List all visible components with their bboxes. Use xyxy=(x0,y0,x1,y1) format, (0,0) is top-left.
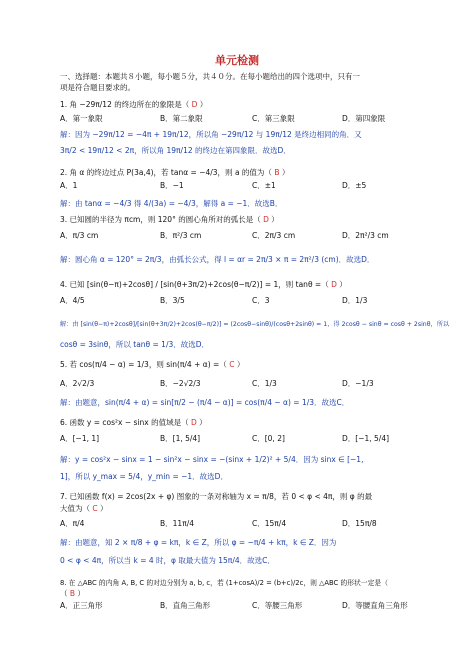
q5-stem: 5. 若 cos(π/4 − α) = 1/3，则 sin(π/4 + α) =（ C ） xyxy=(60,360,245,369)
q7-option-a: A．π/4 xyxy=(60,519,85,528)
q2-stem: 2. 角 α 的终边过点 P(3a,4)，若 tanα = −4/3，则 a 的值为（ B ） xyxy=(60,168,290,177)
q7-stem: 7. 已知函数 f(x) = 2cos(2x + φ) 图象的一条对称轴为 x = π/8，若 0 < φ < 4π，则 φ 的最 xyxy=(60,492,373,501)
q1-stem: 1. 角 −29π/12 的终边所在的象限是（ D ） xyxy=(60,100,208,109)
page-title: 单元检测 xyxy=(215,54,259,67)
q4-option-d: D．1/3 xyxy=(342,296,368,305)
q5-option-b: B．−2√2/3 xyxy=(160,379,201,388)
q1-solution-1: 解：因为 −29π/12 = −4π + 19π/12，所以角 −29π/12 与 19π/12 是终边相同的角．又 xyxy=(60,130,362,139)
q7-stem-2: 大值为（ C ） xyxy=(60,504,108,513)
q8-option-b: B．直角三角形 xyxy=(160,601,211,610)
q3-answer: D xyxy=(263,215,269,224)
q6-option-a: A．[−1, 1] xyxy=(60,434,100,443)
q5-option-a: A．2√2/3 xyxy=(60,379,95,388)
q5-solution-1: 解：由题意，sin(π/4 + α) = sin[π/2 − (π/4 − α)] = cos(π/4 − α) = 1/3．故选C． xyxy=(60,398,350,407)
q4-solution-1: 解：由 [sin(θ−π)+2cosθ]/[sin(θ+3π/2)+2cos(θ−π/2)] = (2cosθ−sinθ)/(cosθ+2sinθ) = 1，得 2cosθ − sinθ = cosθ + 2sinθ，所以 xyxy=(60,321,450,328)
q1-solution-2: 3π/2 < 19π/12 < 2π，所以角 19π/12 的终边在第四象限．故选D． xyxy=(60,146,291,155)
q7-answer: C xyxy=(92,504,98,513)
q1-option-a: A．第一象限 xyxy=(60,114,103,123)
q7-solution-2: 0 < φ < 4π，所以当 k = 4 时，φ 取最大值为 15π/4．故选C． xyxy=(60,556,275,565)
q3-solution-1: 解：圆心角 α = 120° = 2π/3，由弧长公式，得 l = αr = 2π/3 × π = 2π²/3 (cm)．故选D． xyxy=(60,255,375,264)
q2-option-b: B．−1 xyxy=(160,181,184,190)
q1-option-c: C．第三象限 xyxy=(252,114,295,123)
q2-option-c: C．±1 xyxy=(252,181,276,190)
q3-option-c: C．2π/3 cm xyxy=(252,231,296,240)
q3-option-d: D．2π²/3 cm xyxy=(342,231,389,240)
q5-option-c: C．1/3 xyxy=(252,379,277,388)
q1-answer: D xyxy=(191,100,198,109)
q5-answer: C xyxy=(229,360,235,369)
q2-answer: B xyxy=(274,168,280,177)
q6-option-b: B．[1, 5/4] xyxy=(160,434,201,443)
q6-option-c: C．[0, 2] xyxy=(252,434,285,443)
q4-stem: 4. 已知 [sin(θ−π)+2cosθ] / [sin(θ+3π/2)+2cos(θ−π/2)] = 1，则 tanθ =（ D ） xyxy=(60,280,347,289)
intro-line-2: 项是符合题目要求的。 xyxy=(60,83,135,92)
q4-option-c: C．3 xyxy=(252,296,270,305)
q8-stem: 8. 在 △ABC 的内角 A, B, C 的对边分别为 a, b, c，若 (1+cosA)/2 = (b+c)/2c，则 △ABC 的形状一定是（ xyxy=(60,579,388,587)
q3-stem: 3. 已知圆的半径为 πcm，则 120° 的圆心角所对的弧长是（ D ） xyxy=(60,215,279,224)
q8-answer: B xyxy=(69,589,76,598)
q2-option-a: A．1 xyxy=(60,181,78,190)
q7-option-d: D．15π/8 xyxy=(342,519,377,528)
q1-option-b: B．第二象限 xyxy=(160,114,203,123)
q6-solution-2: 1]，所以 y_max = 5/4，y_min = −1．故选D． xyxy=(60,472,228,481)
q7-solution-1: 解：由题意，知 2 × π/8 + φ = kπ，k ∈ Z，所以 φ = −π/4 + kπ，k ∈ Z．因为 xyxy=(60,538,337,547)
q8-option-c: C．等腰三角形 xyxy=(252,601,303,610)
q3-option-a: A．π/3 cm xyxy=(60,231,99,240)
q1-option-d: D．第四象限 xyxy=(342,114,386,123)
q6-option-d: D．[−1, 5/4] xyxy=(342,434,390,443)
q8-option-a: A．正三角形 xyxy=(60,601,103,610)
q4-option-b: B．3/5 xyxy=(160,296,185,305)
q2-solution-1: 解：由 tanα = −4/3 得 4/(3a) = −4/3，解得 a = −1．故选B． xyxy=(60,199,283,208)
q4-option-a: A．4/5 xyxy=(60,296,85,305)
q2-option-d: D．±5 xyxy=(342,181,367,190)
q8-answer-line: （ B ） xyxy=(60,589,85,598)
q6-solution-1: 解：y = cos²x − sinx = 1 − sin²x − sinx = −(sinx + 1/2)² + 5/4．因为 sinx ∈ [−1, xyxy=(60,455,364,464)
q7-option-b: B．11π/4 xyxy=(160,519,195,528)
q4-answer: D xyxy=(331,280,337,289)
q7-option-c: C．15π/4 xyxy=(252,519,287,528)
q6-answer: D xyxy=(191,418,197,427)
q4-solution-2: cosθ = 3sinθ，所以 tanθ = 1/3．故选D． xyxy=(60,340,210,349)
q3-option-b: B．π²/3 cm xyxy=(160,231,202,240)
q6-stem: 6. 函数 y = cos²x − sinx 的值域是（ D ） xyxy=(60,418,207,427)
intro-line-1: 一、选择题：本题共８小题，每小题５分，共４０分。在每小题给出的四个选项中，只有一 xyxy=(60,72,360,81)
q8-option-d: D．等腰直角三角形 xyxy=(342,601,408,610)
q5-option-d: D．−1/3 xyxy=(342,379,374,388)
